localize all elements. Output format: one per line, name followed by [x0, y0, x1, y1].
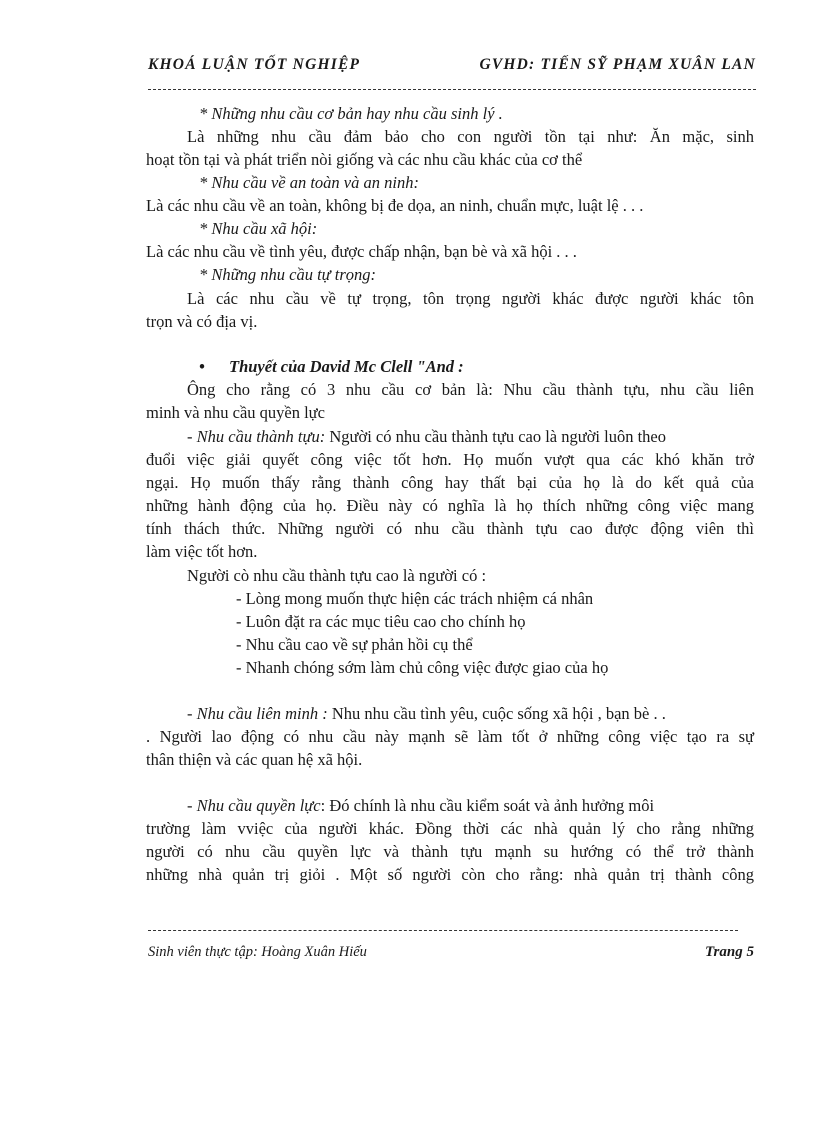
list-item: - Nhanh chóng sớm làm chủ công việc được giao của họ: [236, 658, 609, 677]
term-text: Nhu nhu cầu tình yêu, cuộc sống xã hội , bạn bè . .: [327, 704, 666, 723]
text-line: thân thiện và các quan hệ xã hội.: [146, 750, 363, 769]
text-line: Là những nhu cầu đảm bảo cho con người tồn tại như: Ăn mặc, sinh: [187, 127, 754, 146]
text-line: ngại. Họ muốn thấy rằng thành công hay thất bại của họ là do kết quả của: [146, 473, 754, 492]
text-line: . Người lao động có nhu cầu này mạnh sẽ làm tốt ở những công việc tạo ra sự: [146, 727, 754, 746]
text-line: * Những nhu cầu cơ bản hay nhu cầu sinh lý .: [199, 104, 503, 123]
text-line: những hành động của họ. Điều này có nghĩa là họ thích những công việc mang: [146, 496, 754, 515]
text-line: * Những nhu cầu tự trọng:: [199, 265, 377, 284]
text-line: [187, 796, 654, 816]
list-item: - Lòng mong muốn thực hiện các trách nhiệm cá nhân: [236, 589, 594, 608]
page-footer: [148, 944, 754, 961]
text-line: trường làm vviệc của người khác. Đồng thời các nhà quản lý cho rằng những: [146, 819, 754, 838]
text-line: người có nhu cầu quyền lực và thành tựu mạnh su hướng có thể trở thành: [146, 842, 754, 861]
text-line: [187, 427, 754, 447]
footer-left: Sinh viên thực tập: Hoàng Xuân Hiếu: [148, 944, 367, 960]
term-label: - Nhu cầu thành tựu:: [187, 427, 326, 446]
text-line: Ông cho rằng có 3 nhu cầu cơ bản là: Nhu cầu thành tựu, nhu cầu liên: [187, 380, 754, 399]
text-line: hoạt tồn tại và phát triển nòi giống và các nhu cầu khác của cơ thể: [146, 150, 583, 169]
list-item: - Luôn đặt ra các mục tiêu cao cho chính họ: [236, 612, 526, 631]
text-line: đuổi việc giải quyết công việc tốt hơn. Họ muốn vượt qua các khó khăn trở: [146, 450, 754, 469]
header-divider: [148, 89, 756, 90]
footer-divider: [148, 930, 738, 931]
text-line: Là các nhu cầu về tình yêu, được chấp nhận, bạn bè và xã hội . . .: [146, 242, 577, 261]
section-heading-text: Thuyết của David Mc Clell "And :: [229, 357, 464, 376]
text-line: Là các nhu cầu về tự trọng, tôn trọng người khác được người khác tôn: [187, 289, 754, 308]
text-line: * Nhu cầu xã hội:: [199, 219, 318, 238]
term-label: - Nhu cầu quyền lực: [187, 796, 321, 815]
text-line: [187, 704, 666, 724]
term-text: Người có nhu cầu thành tựu cao là người luôn theo: [325, 427, 666, 446]
page-number: Trang 5: [704, 944, 754, 960]
term-text: : Đó chính là nhu cầu kiểm soát và ảnh hưởng môi: [320, 796, 655, 815]
bullet-icon: •: [199, 357, 205, 376]
text-line: minh và nhu cầu quyền lực: [146, 403, 325, 422]
text-line: * Nhu cầu về an toàn và an ninh:: [199, 173, 419, 192]
text-line: trọn và có địa vị.: [146, 312, 258, 331]
text-line: Người cò nhu cầu thành tựu cao là người có :: [187, 566, 487, 585]
text-line: làm việc tốt hơn.: [146, 542, 258, 561]
text-line: tính thách thức. Những người có nhu cầu thành tựu cao được động viên thì: [146, 519, 754, 538]
section-heading: [199, 357, 464, 377]
term-label: - Nhu cầu liên minh :: [187, 704, 328, 723]
text-line: Là các nhu cầu về an toàn, không bị đe dọa, an ninh, chuẩn mực, luật lệ . . .: [146, 196, 644, 215]
page-header: [148, 56, 756, 74]
header-left: KHOÁ LUẬN TỐT NGHIỆP: [148, 56, 361, 73]
text-line: những nhà quản trị giỏi . Một số người còn cho rằng: nhà quản trị thành công: [146, 865, 754, 884]
header-right: GVHD: TIẾN SỸ PHẠM XUÂN LAN: [479, 56, 756, 73]
list-item: - Nhu cầu cao về sự phản hồi cụ thể: [236, 635, 473, 654]
